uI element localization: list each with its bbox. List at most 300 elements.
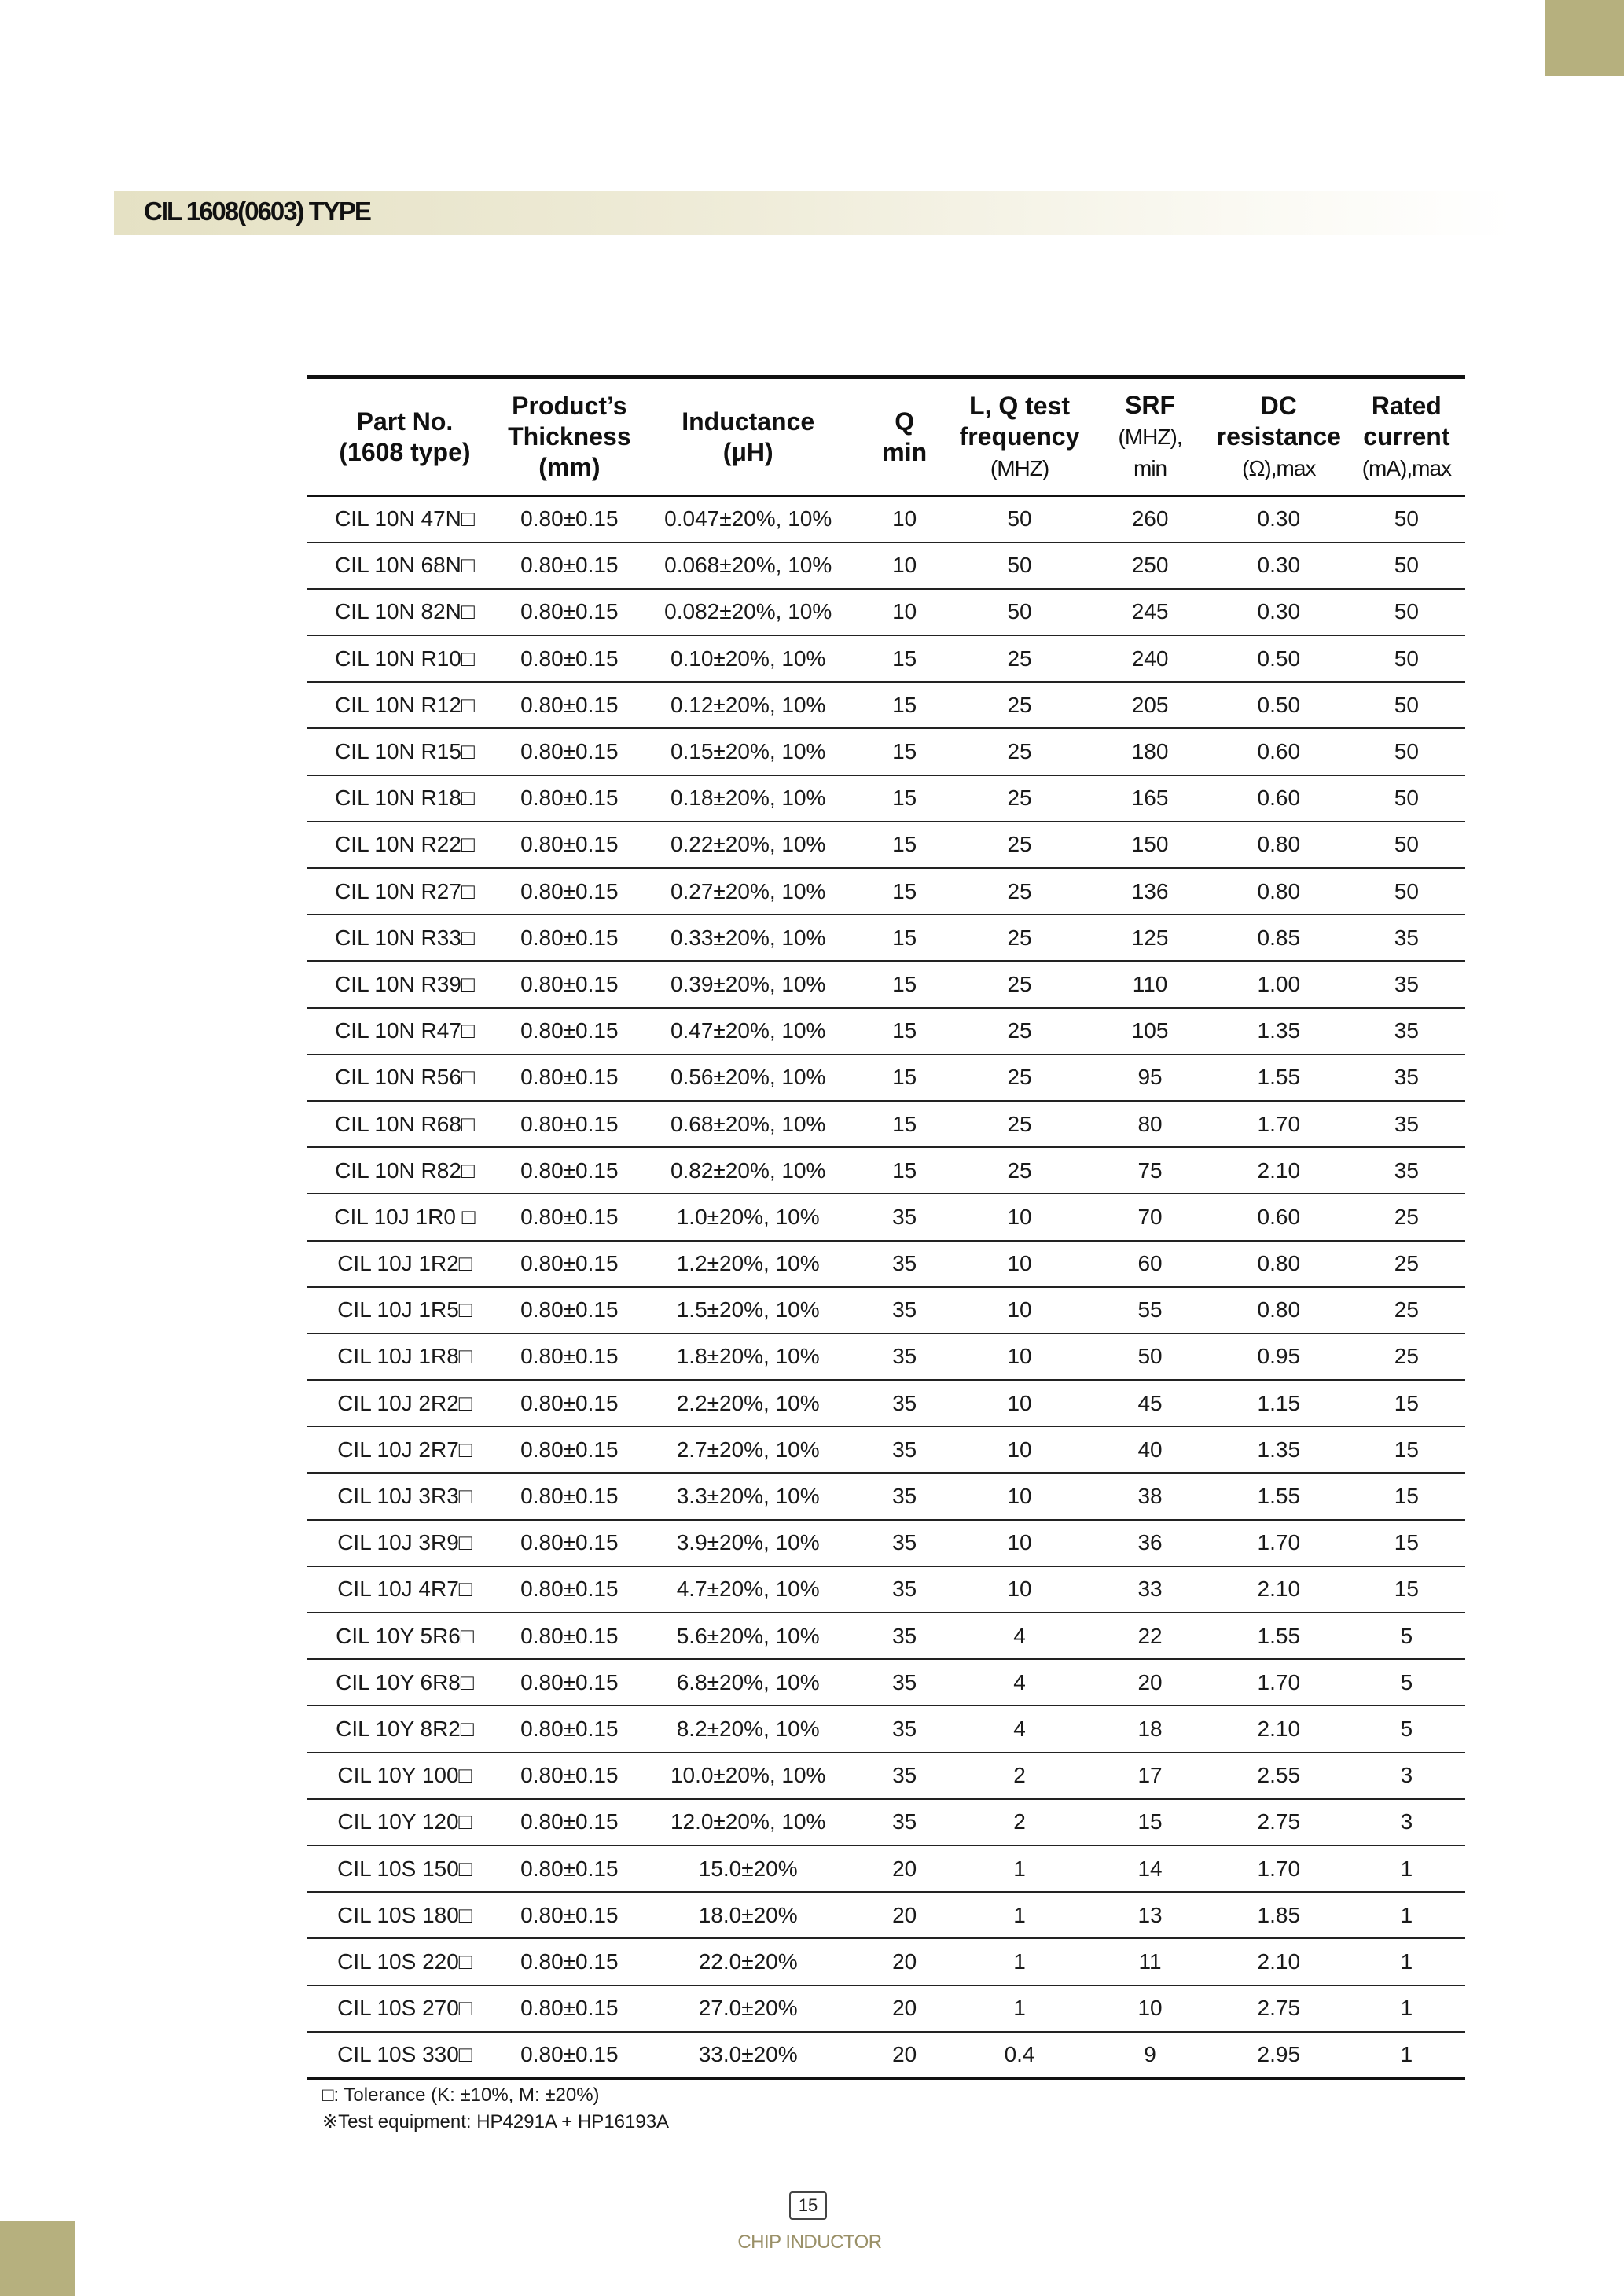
srf-cell: 180 xyxy=(1131,739,1169,764)
test-frequency-cell: 10 xyxy=(1007,1437,1032,1462)
part-no-cell: CIL 10N R33□ xyxy=(335,925,475,950)
test-frequency-cell: 10 xyxy=(1007,1390,1032,1415)
inductance-cell: 0.68±20%, 10% xyxy=(670,1111,826,1136)
thickness-cell: 0.80±0.15 xyxy=(520,1344,619,1369)
dc-resistance-cell: 2.55 xyxy=(1257,1763,1301,1788)
table-row xyxy=(307,1566,1465,1613)
test-frequency-cell: 0.4 xyxy=(1004,2041,1035,2066)
q-min-cell: 15 xyxy=(892,1157,917,1183)
rated-current-cell: 50 xyxy=(1394,878,1419,903)
srf-cell: 9 xyxy=(1144,2041,1156,2066)
col-header-inductance: Inductance (μH) xyxy=(682,407,815,466)
srf-cell: 245 xyxy=(1131,599,1169,624)
srf-cell: 10 xyxy=(1137,1996,1163,2021)
thickness-cell: 0.80±0.15 xyxy=(520,925,619,950)
q-min-cell: 15 xyxy=(892,1111,917,1136)
thickness-cell: 0.80±0.15 xyxy=(520,1902,619,1927)
q-min-cell: 15 xyxy=(892,646,917,671)
dc-resistance-cell: 1.35 xyxy=(1257,1018,1301,1043)
rated-current-cell: 50 xyxy=(1394,506,1419,532)
corner-tab-bottom xyxy=(0,2221,75,2296)
part-no-cell: CIL 10J 3R3□ xyxy=(337,1484,472,1509)
table-row xyxy=(307,1380,1465,1426)
inductance-cell: 6.8±20%, 10% xyxy=(676,1669,820,1694)
test-frequency-cell: 1 xyxy=(1013,1948,1026,1974)
part-no-cell: CIL 10J 2R7□ xyxy=(337,1437,472,1462)
rated-current-cell: 3 xyxy=(1400,1809,1413,1834)
srf-cell: 11 xyxy=(1138,1948,1162,1974)
part-no-cell: CIL 10J 4R7□ xyxy=(337,1577,472,1602)
dc-resistance-cell: 1.35 xyxy=(1257,1437,1301,1462)
rated-current-cell: 5 xyxy=(1400,1623,1413,1648)
q-min-cell: 35 xyxy=(892,1390,917,1415)
col-header-part-no: Part No. (1608 type) xyxy=(339,407,471,466)
test-frequency-cell: 25 xyxy=(1007,1065,1032,1090)
part-no-cell: CIL 10N R68□ xyxy=(335,1111,475,1136)
inductance-cell: 27.0±20% xyxy=(698,1996,798,2021)
test-frequency-cell: 10 xyxy=(1007,1204,1032,1229)
q-min-cell: 35 xyxy=(892,1763,917,1788)
part-no-cell: CIL 10J 3R9□ xyxy=(337,1530,472,1555)
thickness-cell: 0.80±0.15 xyxy=(520,971,619,996)
part-no-cell: CIL 10N R22□ xyxy=(335,832,475,857)
srf-cell: 110 xyxy=(1132,971,1168,996)
inductance-cell: 1.2±20%, 10% xyxy=(676,1251,820,1276)
table-row xyxy=(307,1426,1465,1473)
thickness-cell: 0.80±0.15 xyxy=(520,506,619,532)
col-header-thickness: Product’s Thickness (mm) xyxy=(508,392,631,481)
q-min-cell: 15 xyxy=(892,1018,917,1043)
q-min-cell: 20 xyxy=(892,1902,917,1927)
inductance-cell: 15.0±20% xyxy=(698,1856,798,1881)
q-min-cell: 15 xyxy=(892,878,917,903)
part-no-cell: CIL 10J 1R8□ xyxy=(337,1344,472,1369)
rated-current-cell: 35 xyxy=(1394,1157,1419,1183)
inductance-cell: 0.47±20%, 10% xyxy=(670,1018,826,1043)
thickness-cell: 0.80±0.15 xyxy=(520,1251,619,1276)
thickness-cell: 0.80±0.15 xyxy=(520,1111,619,1136)
dc-resistance-cell: 1.15 xyxy=(1257,1390,1301,1415)
q-min-cell: 20 xyxy=(892,1996,917,2021)
q-min-cell: 20 xyxy=(892,1948,917,1974)
table-row xyxy=(307,1659,1465,1705)
q-min-cell: 15 xyxy=(892,1065,917,1090)
inductance-cell: 0.82±20%, 10% xyxy=(670,1157,826,1183)
thickness-cell: 0.80±0.15 xyxy=(520,646,619,671)
test-frequency-cell: 1 xyxy=(1013,1902,1026,1927)
q-min-cell: 20 xyxy=(892,1856,917,1881)
part-no-cell: CIL 10Y 120□ xyxy=(337,1809,472,1834)
part-no-cell: CIL 10S 270□ xyxy=(337,1996,472,2021)
q-min-cell: 35 xyxy=(892,1297,917,1323)
dc-resistance-cell: 0.80 xyxy=(1257,832,1301,857)
dc-resistance-cell: 0.80 xyxy=(1257,1297,1301,1323)
thickness-cell: 0.80±0.15 xyxy=(520,1577,619,1602)
dc-resistance-cell: 1.70 xyxy=(1257,1669,1301,1694)
q-min-cell: 35 xyxy=(892,1437,917,1462)
srf-cell: 260 xyxy=(1131,506,1169,532)
tolerance-note: □: Tolerance (K: ±10%, M: ±20%) xyxy=(322,2084,600,2106)
test-frequency-cell: 25 xyxy=(1007,832,1032,857)
table-row xyxy=(307,728,1465,775)
table-row xyxy=(307,868,1465,914)
thickness-cell: 0.80±0.15 xyxy=(520,878,619,903)
rated-current-cell: 1 xyxy=(1400,1996,1413,2021)
srf-cell: 60 xyxy=(1137,1251,1163,1276)
inductance-cell: 0.18±20%, 10% xyxy=(670,786,826,811)
thickness-cell: 0.80±0.15 xyxy=(520,832,619,857)
part-no-cell: CIL 10N R15□ xyxy=(335,739,475,764)
col-header-rated-current: Rated current (mA),max xyxy=(1361,391,1452,480)
thickness-cell: 0.80±0.15 xyxy=(520,1996,619,2021)
test-frequency-cell: 25 xyxy=(1007,1157,1032,1183)
inductance-cell: 0.39±20%, 10% xyxy=(670,971,826,996)
col-header-test-frequency: L, Q test frequency (MHZ) xyxy=(959,391,1080,480)
table-row xyxy=(307,1101,1465,1147)
srf-cell: 105 xyxy=(1131,1018,1169,1043)
table-row xyxy=(307,1613,1465,1659)
page-number: 15 xyxy=(789,2191,827,2220)
srf-cell: 15 xyxy=(1137,1809,1163,1834)
corner-tab-top xyxy=(1545,0,1624,76)
part-no-cell: CIL 10Y 5R6□ xyxy=(336,1623,474,1648)
rated-current-cell: 25 xyxy=(1394,1251,1419,1276)
inductance-cell: 18.0±20% xyxy=(698,1902,798,1927)
inductance-cell: 0.082±20%, 10% xyxy=(664,599,832,624)
part-no-cell: CIL 10N R47□ xyxy=(335,1018,475,1043)
test-frequency-cell: 2 xyxy=(1013,1763,1026,1788)
inductance-cell: 0.22±20%, 10% xyxy=(670,832,826,857)
part-no-cell: CIL 10N R10□ xyxy=(335,646,475,671)
part-no-cell: CIL 10N R56□ xyxy=(335,1065,475,1090)
part-no-cell: CIL 10N R12□ xyxy=(335,692,475,717)
srf-cell: 136 xyxy=(1131,878,1169,903)
thickness-cell: 0.80±0.15 xyxy=(520,1530,619,1555)
q-min-cell: 35 xyxy=(892,1809,917,1834)
test-frequency-cell: 25 xyxy=(1007,1111,1032,1136)
rated-current-cell: 1 xyxy=(1400,1856,1413,1881)
part-no-cell: CIL 10N 82N□ xyxy=(335,599,475,624)
dc-resistance-cell: 1.55 xyxy=(1257,1065,1301,1090)
test-frequency-cell: 10 xyxy=(1007,1530,1032,1555)
part-no-cell: CIL 10Y 8R2□ xyxy=(336,1716,474,1741)
thickness-cell: 0.80±0.15 xyxy=(520,692,619,717)
inductance-cell: 33.0±20% xyxy=(698,2041,798,2066)
part-no-cell: CIL 10J 1R0 □ xyxy=(334,1204,476,1229)
table-row xyxy=(307,1985,1465,2032)
test-frequency-cell: 25 xyxy=(1007,971,1032,996)
inductance-cell: 22.0±20% xyxy=(698,1948,798,1974)
thickness-cell: 0.80±0.15 xyxy=(520,1018,619,1043)
thickness-cell: 0.80±0.15 xyxy=(520,553,619,578)
dc-resistance-cell: 2.95 xyxy=(1257,2041,1301,2066)
inductance-cell: 12.0±20%, 10% xyxy=(670,1809,826,1834)
part-no-cell: CIL 10Y 100□ xyxy=(337,1763,472,1788)
srf-cell: 45 xyxy=(1137,1390,1163,1415)
test-frequency-cell: 10 xyxy=(1007,1344,1032,1369)
test-frequency-cell: 25 xyxy=(1007,739,1032,764)
q-min-cell: 35 xyxy=(892,1530,917,1555)
thickness-cell: 0.80±0.15 xyxy=(520,1157,619,1183)
q-min-cell: 20 xyxy=(892,2041,917,2066)
part-no-cell: CIL 10N R18□ xyxy=(335,786,475,811)
test-frequency-cell: 25 xyxy=(1007,1018,1032,1043)
rated-current-cell: 25 xyxy=(1394,1204,1419,1229)
inductance-cell: 5.6±20%, 10% xyxy=(676,1623,820,1648)
test-frequency-cell: 25 xyxy=(1007,925,1032,950)
thickness-cell: 0.80±0.15 xyxy=(520,1763,619,1788)
test-frequency-cell: 10 xyxy=(1007,1577,1032,1602)
test-frequency-cell: 50 xyxy=(1007,506,1032,532)
table-row xyxy=(307,1753,1465,1799)
table-row xyxy=(307,775,1465,822)
dc-resistance-cell: 0.60 xyxy=(1257,786,1301,811)
col-header-q: Q min xyxy=(882,407,928,466)
inductance-cell: 1.5±20%, 10% xyxy=(676,1297,820,1323)
inductance-cell: 0.15±20%, 10% xyxy=(670,739,826,764)
rated-current-cell: 15 xyxy=(1394,1530,1419,1555)
inductance-cell: 3.3±20%, 10% xyxy=(676,1484,820,1509)
table-row xyxy=(307,1845,1465,1892)
table-row xyxy=(307,914,1465,961)
inductance-cell: 0.047±20%, 10% xyxy=(664,506,832,532)
part-no-cell: CIL 10S 180□ xyxy=(337,1902,472,1927)
srf-cell: 50 xyxy=(1137,1344,1163,1369)
dc-resistance-cell: 0.80 xyxy=(1257,1251,1301,1276)
table-row xyxy=(307,1799,1465,1845)
srf-cell: 18 xyxy=(1137,1716,1163,1741)
part-no-cell: CIL 10N 68N□ xyxy=(335,553,475,578)
rated-current-cell: 15 xyxy=(1394,1577,1419,1602)
col-header-dc-resistance: DC resistance (Ω),max xyxy=(1216,391,1341,480)
rated-current-cell: 1 xyxy=(1400,1948,1413,1974)
dc-resistance-cell: 0.80 xyxy=(1257,878,1301,903)
dc-resistance-cell: 1.55 xyxy=(1257,1484,1301,1509)
inductance-cell: 1.8±20%, 10% xyxy=(676,1344,820,1369)
thickness-cell: 0.80±0.15 xyxy=(520,1297,619,1323)
dc-resistance-cell: 2.10 xyxy=(1257,1716,1301,1741)
rated-current-cell: 35 xyxy=(1394,971,1419,996)
q-min-cell: 15 xyxy=(892,925,917,950)
rated-current-cell: 5 xyxy=(1400,1669,1413,1694)
srf-cell: 75 xyxy=(1137,1157,1163,1183)
q-min-cell: 35 xyxy=(892,1623,917,1648)
part-no-cell: CIL 10Y 6R8□ xyxy=(336,1669,474,1694)
test-frequency-cell: 50 xyxy=(1007,553,1032,578)
part-no-cell: CIL 10N R39□ xyxy=(335,971,475,996)
thickness-cell: 0.80±0.15 xyxy=(520,1716,619,1741)
rated-current-cell: 35 xyxy=(1394,1065,1419,1090)
srf-cell: 205 xyxy=(1131,692,1169,717)
q-min-cell: 35 xyxy=(892,1484,917,1509)
test-frequency-cell: 1 xyxy=(1013,1996,1026,2021)
dc-resistance-cell: 1.00 xyxy=(1257,971,1301,996)
part-no-cell: CIL 10N R82□ xyxy=(335,1157,475,1183)
srf-cell: 14 xyxy=(1137,1856,1163,1881)
thickness-cell: 0.80±0.15 xyxy=(520,1437,619,1462)
q-min-cell: 35 xyxy=(892,1344,917,1369)
dc-resistance-cell: 2.75 xyxy=(1257,1996,1301,2021)
page-title: CIL 1608(0603) TYPE xyxy=(144,197,370,226)
thickness-cell: 0.80±0.15 xyxy=(520,1623,619,1648)
inductance-cell: 2.7±20%, 10% xyxy=(676,1437,820,1462)
srf-cell: 250 xyxy=(1131,553,1169,578)
test-frequency-cell: 10 xyxy=(1007,1484,1032,1509)
dc-resistance-cell: 1.70 xyxy=(1257,1111,1301,1136)
table-row xyxy=(307,1194,1465,1240)
inductance-cell: 0.10±20%, 10% xyxy=(670,646,826,671)
part-no-cell: CIL 10S 150□ xyxy=(337,1856,472,1881)
footer-label: CHIP INDUCTOR xyxy=(737,2232,882,2253)
q-min-cell: 35 xyxy=(892,1204,917,1229)
col-header-srf: SRF (MHZ), min xyxy=(1118,391,1182,480)
test-frequency-cell: 25 xyxy=(1007,878,1032,903)
q-min-cell: 35 xyxy=(892,1251,917,1276)
rated-current-cell: 1 xyxy=(1400,2041,1413,2066)
inductance-cell: 0.27±20%, 10% xyxy=(670,878,826,903)
inductance-cell: 1.0±20%, 10% xyxy=(676,1204,820,1229)
test-frequency-cell: 25 xyxy=(1007,786,1032,811)
inductance-cell: 4.7±20%, 10% xyxy=(676,1577,820,1602)
rated-current-cell: 25 xyxy=(1394,1297,1419,1323)
srf-cell: 22 xyxy=(1137,1623,1163,1648)
rated-current-cell: 50 xyxy=(1394,739,1419,764)
thickness-cell: 0.80±0.15 xyxy=(520,1948,619,1974)
part-no-cell: CIL 10N R27□ xyxy=(335,878,475,903)
q-min-cell: 15 xyxy=(892,692,917,717)
thickness-cell: 0.80±0.15 xyxy=(520,1204,619,1229)
inductance-cell: 2.2±20%, 10% xyxy=(676,1390,820,1415)
rated-current-cell: 3 xyxy=(1400,1763,1413,1788)
rated-current-cell: 15 xyxy=(1394,1437,1419,1462)
thickness-cell: 0.80±0.15 xyxy=(520,1669,619,1694)
dc-resistance-cell: 0.30 xyxy=(1257,553,1301,578)
test-frequency-cell: 4 xyxy=(1013,1623,1026,1648)
srf-cell: 36 xyxy=(1137,1530,1163,1555)
test-frequency-cell: 25 xyxy=(1007,692,1032,717)
q-min-cell: 10 xyxy=(892,553,917,578)
srf-cell: 70 xyxy=(1137,1204,1163,1229)
test-frequency-cell: 25 xyxy=(1007,646,1032,671)
srf-cell: 17 xyxy=(1137,1763,1163,1788)
part-no-cell: CIL 10J 1R2□ xyxy=(337,1251,472,1276)
rated-current-cell: 15 xyxy=(1394,1390,1419,1415)
table-row xyxy=(307,1008,1465,1054)
table-row xyxy=(307,1892,1465,1938)
dc-resistance-cell: 0.60 xyxy=(1257,1204,1301,1229)
dc-resistance-cell: 0.30 xyxy=(1257,599,1301,624)
dc-resistance-cell: 2.10 xyxy=(1257,1157,1301,1183)
q-min-cell: 15 xyxy=(892,739,917,764)
inductance-cell: 8.2±20%, 10% xyxy=(676,1716,820,1741)
table-row xyxy=(307,961,1465,1007)
table-row xyxy=(307,1241,1465,1287)
table-row xyxy=(307,1938,1465,1985)
thickness-cell: 0.80±0.15 xyxy=(520,2041,619,2066)
test-equipment-note: ※Test equipment: HP4291A + HP16193A xyxy=(322,2111,670,2132)
srf-cell: 240 xyxy=(1131,646,1169,671)
part-no-cell: CIL 10N 47N□ xyxy=(335,506,475,532)
thickness-cell: 0.80±0.15 xyxy=(520,1809,619,1834)
test-frequency-cell: 4 xyxy=(1013,1669,1026,1694)
dc-resistance-cell: 2.10 xyxy=(1257,1948,1301,1974)
rated-current-cell: 5 xyxy=(1400,1716,1413,1741)
dc-resistance-cell: 1.85 xyxy=(1257,1902,1301,1927)
inductance-cell: 0.068±20%, 10% xyxy=(664,553,832,578)
table-row xyxy=(307,1705,1465,1752)
dc-resistance-cell: 0.60 xyxy=(1257,739,1301,764)
rated-current-cell: 25 xyxy=(1394,1344,1419,1369)
rated-current-cell: 50 xyxy=(1394,553,1419,578)
part-no-cell: CIL 10S 330□ xyxy=(337,2041,472,2066)
q-min-cell: 35 xyxy=(892,1669,917,1694)
thickness-cell: 0.80±0.15 xyxy=(520,786,619,811)
table-row xyxy=(307,1520,1465,1566)
dc-resistance-cell: 0.85 xyxy=(1257,925,1301,950)
test-frequency-cell: 50 xyxy=(1007,599,1032,624)
srf-cell: 150 xyxy=(1131,832,1169,857)
rated-current-cell: 35 xyxy=(1394,1018,1419,1043)
dc-resistance-cell: 0.95 xyxy=(1257,1344,1301,1369)
test-frequency-cell: 1 xyxy=(1013,1856,1026,1881)
thickness-cell: 0.80±0.15 xyxy=(520,599,619,624)
thickness-cell: 0.80±0.15 xyxy=(520,1856,619,1881)
spec-table xyxy=(307,375,1465,2080)
dc-resistance-cell: 2.10 xyxy=(1257,1577,1301,1602)
rated-current-cell: 50 xyxy=(1394,599,1419,624)
table-row xyxy=(307,682,1465,728)
table-row xyxy=(307,1287,1465,1334)
q-min-cell: 15 xyxy=(892,971,917,996)
srf-cell: 55 xyxy=(1137,1297,1163,1323)
part-no-cell: CIL 10S 220□ xyxy=(337,1948,472,1974)
inductance-cell: 0.12±20%, 10% xyxy=(670,692,826,717)
test-frequency-cell: 2 xyxy=(1013,1809,1026,1834)
q-min-cell: 10 xyxy=(892,599,917,624)
dc-resistance-cell: 0.30 xyxy=(1257,506,1301,532)
inductance-cell: 0.56±20%, 10% xyxy=(670,1065,826,1090)
inductance-cell: 0.33±20%, 10% xyxy=(670,925,826,950)
rated-current-cell: 50 xyxy=(1394,646,1419,671)
table-row xyxy=(307,589,1465,635)
q-min-cell: 15 xyxy=(892,832,917,857)
thickness-cell: 0.80±0.15 xyxy=(520,1484,619,1509)
srf-cell: 80 xyxy=(1137,1111,1163,1136)
thickness-cell: 0.80±0.15 xyxy=(520,739,619,764)
srf-cell: 20 xyxy=(1137,1669,1163,1694)
q-min-cell: 10 xyxy=(892,506,917,532)
table-row xyxy=(307,2032,1465,2078)
table-row xyxy=(307,543,1465,589)
test-frequency-cell: 10 xyxy=(1007,1297,1032,1323)
srf-cell: 13 xyxy=(1137,1902,1163,1927)
srf-cell: 165 xyxy=(1131,786,1169,811)
dc-resistance-cell: 0.50 xyxy=(1257,646,1301,671)
table-row xyxy=(307,635,1465,682)
dc-resistance-cell: 1.70 xyxy=(1257,1530,1301,1555)
thickness-cell: 0.80±0.15 xyxy=(520,1390,619,1415)
srf-cell: 95 xyxy=(1137,1065,1163,1090)
rated-current-cell: 35 xyxy=(1394,925,1419,950)
table-row xyxy=(307,1054,1465,1101)
table-row xyxy=(307,1473,1465,1519)
test-frequency-cell: 4 xyxy=(1013,1716,1026,1741)
srf-cell: 33 xyxy=(1137,1577,1163,1602)
thickness-cell: 0.80±0.15 xyxy=(520,1065,619,1090)
q-min-cell: 15 xyxy=(892,786,917,811)
table-row xyxy=(307,1147,1465,1194)
test-frequency-cell: 10 xyxy=(1007,1251,1032,1276)
